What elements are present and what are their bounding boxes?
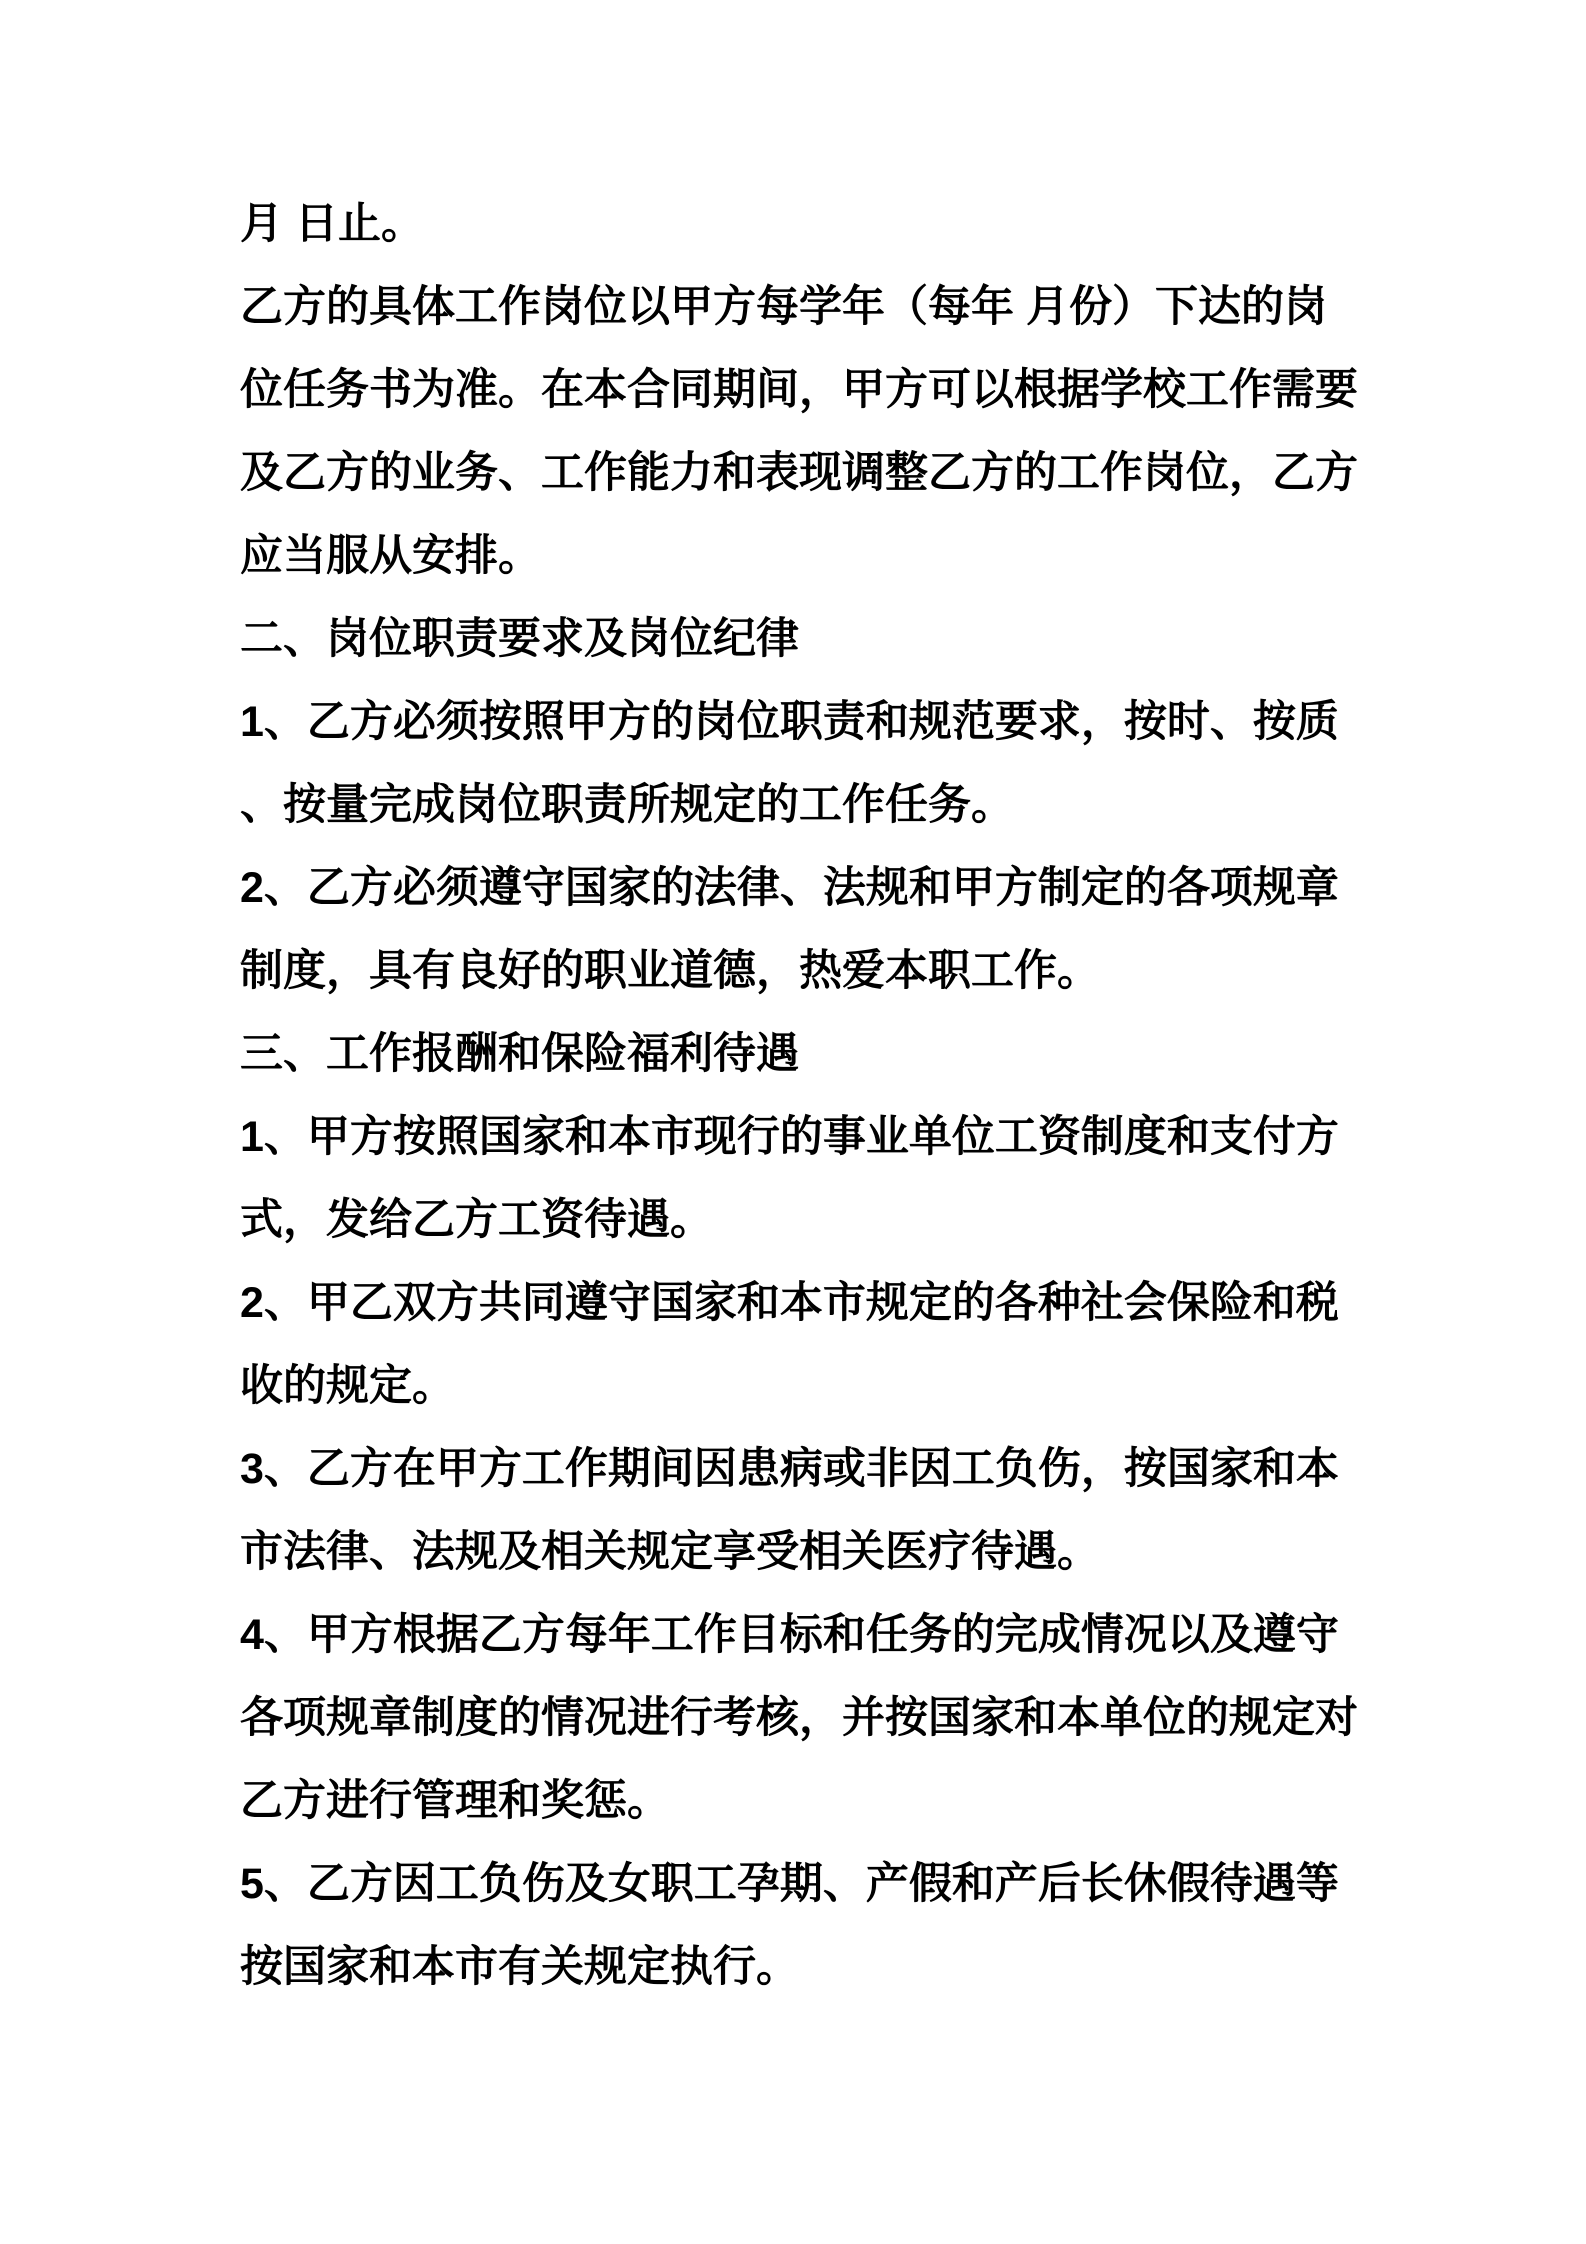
text-line: 乙方进行管理和奖惩。 <box>240 1777 670 1825</box>
text-line: 2、乙方必须遵守国家的法律、法规和甲方制定的各项规章 <box>240 864 1339 912</box>
paragraph <box>240 266 1358 598</box>
numbered-item-5b <box>240 1843 1350 2009</box>
section-heading-3 <box>240 1013 1350 1096</box>
text-line: 收的规定。 <box>240 1362 455 1410</box>
text-line: 乙方的具体工作岗位以甲方每学年（每年 月份）下达的岗 <box>240 283 1327 331</box>
text-line: 5、乙方因工负伤及女职工孕期、产假和产后长休假待遇等 <box>240 1860 1339 1908</box>
section-heading: 三、工作报酬和保险福利待遇 <box>240 1030 799 1078</box>
text-line: 式，发给乙方工资待遇。 <box>240 1196 713 1244</box>
numbered-item-2b <box>240 1262 1350 1428</box>
contract-text-block <box>240 183 1358 2009</box>
text-line: 3、乙方在甲方工作期间因患病或非因工负伤，按国家和本 <box>240 1445 1339 1493</box>
text-line: 位任务书为准。在本合同期间，甲方可以根据学校工作需要 <box>240 366 1358 414</box>
numbered-item-1b <box>240 1096 1350 1262</box>
numbered-item-4b <box>240 1594 1358 1843</box>
text-line: 1、乙方必须按照甲方的岗位职责和规范要求，按时、按质 <box>240 698 1339 746</box>
text-line: 1、甲方按照国家和本市现行的事业单位工资制度和支付方 <box>240 1113 1339 1161</box>
text-line: 及乙方的业务、工作能力和表现调整乙方的工作岗位，乙方 <box>240 449 1358 497</box>
text-line: 、按量完成岗位职责所规定的工作任务。 <box>240 781 1014 829</box>
text-line: 市法律、法规及相关规定享受相关医疗待遇。 <box>240 1528 1100 1576</box>
text-line: 2、甲乙双方共同遵守国家和本市规定的各种社会保险和税 <box>240 1279 1339 1327</box>
text-line: 应当服从安排。 <box>240 532 541 580</box>
section-heading: 二、岗位职责要求及岗位纪律 <box>240 615 799 663</box>
text-line: 按国家和本市有关规定执行。 <box>240 1943 799 1991</box>
text-line: 月 日止。 <box>240 200 424 248</box>
text-line: 制度，具有良好的职业道德，热爱本职工作。 <box>240 947 1100 995</box>
text-line: 4、甲方根据乙方每年工作目标和任务的完成情况以及遵守 <box>240 1611 1339 1659</box>
section-heading-2 <box>240 598 1350 681</box>
text-line: 各项规章制度的情况进行考核，并按国家和本单位的规定对 <box>240 1694 1358 1742</box>
numbered-item-2 <box>240 847 1350 1013</box>
paragraph <box>240 183 1350 266</box>
numbered-item-1 <box>240 681 1350 847</box>
numbered-item-3b <box>240 1428 1350 1594</box>
